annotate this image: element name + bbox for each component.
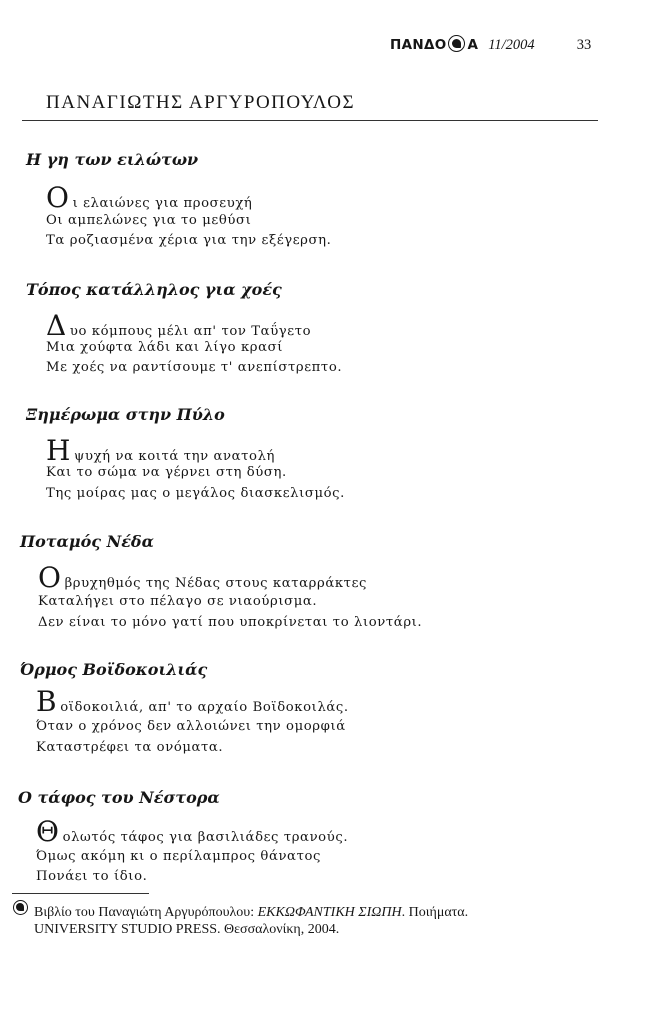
drop-cap: Β: [36, 685, 58, 718]
poem-line-text: οϊδοκοιλιά, απ' το αρχαίο Βοϊδοκοιλάς.: [60, 700, 349, 715]
drop-cap: Δ: [46, 309, 67, 342]
poem-title: Τόπος κατάλληλος για χοές: [26, 280, 282, 299]
pandora-logo-icon: [13, 900, 28, 915]
poem-title: Ποταμός Νέδα: [20, 532, 154, 551]
magazine-name: [390, 36, 478, 53]
poem-line: [36, 815, 349, 848]
drop-cap: Ο: [46, 181, 70, 214]
footnote-rule: [12, 893, 149, 894]
poem-line: Καταστρέφει τα ονόματα.: [36, 740, 224, 755]
poem-line: [46, 309, 312, 342]
poem-line: Όταν ο χρόνος δεν αλλοιώνει την ομορφιά: [36, 719, 346, 734]
footnote-book-title: ΕΚΚΩΦΑΝΤΙΚΗ ΣΙΩΠΗ: [257, 905, 402, 920]
poem-line: Μια χούφτα λάδι και λίγο κρασί: [46, 340, 284, 355]
poem-line-text: υο κόμπους μέλι απ' τον Ταΰγετο: [69, 324, 312, 339]
issue-number: 11/2004: [488, 36, 535, 53]
heading-rule: [22, 120, 598, 121]
magazine-name-part1: ΠΑΝΔΟ: [390, 36, 447, 53]
footnote-line: UNIVERSITY STUDIO PRESS. Θεσσαλονίκη, 2004.: [34, 922, 340, 937]
magazine-name-part2: Α: [467, 36, 479, 53]
poem-line: Τα ροζιασμένα χέρια για την εξέγερση.: [46, 233, 332, 248]
poem-line: [46, 181, 253, 214]
poem-line: Και το σώμα να γέρνει στη δύση.: [46, 465, 287, 480]
poem-line-text: ολωτός τάφος για βασιλιάδες τρανούς.: [62, 830, 349, 845]
running-header: [390, 36, 591, 54]
poem-title: Όρμος Βοϊδοκοιλιάς: [20, 660, 208, 679]
poem-line: Της μοίρας μας ο μεγάλος διασκελισμός.: [46, 486, 345, 501]
poem-title: Ξημέρωμα στην Πύλο: [26, 405, 225, 424]
poem-title: Η γη των ειλώτων: [26, 150, 199, 169]
poem-line: Όμως ακόμη κι ο περίλαμπρος θάνατος: [36, 849, 321, 864]
poem-line-text: ι ελαιώνες για προσευχή: [72, 196, 253, 211]
poem-line: [38, 561, 367, 594]
poem-line: Οι αμπελώνες για το μεθύσι: [46, 213, 252, 228]
poem-line: [36, 685, 349, 718]
page-number: 33: [576, 36, 592, 53]
poem-line: Δεν είναι το μόνο γατί που υποκρίνεται το λιοντάρι.: [38, 615, 423, 630]
footnote-line: [34, 905, 468, 921]
drop-cap: Η: [46, 434, 72, 467]
poem-line: Καταλήγει στο πέλαγο σε νιαούρισμα.: [38, 594, 318, 609]
poem-line: [46, 434, 276, 467]
drop-cap: Ο: [38, 561, 62, 594]
poem-line: Πονάει το ίδιο.: [36, 869, 148, 884]
poem-line-text: ψυχή να κοιτά την ανατολή: [74, 449, 276, 464]
poem-line-text: βρυχηθμός της Νέδας στους καταρράκτες: [64, 576, 367, 591]
footnote-text: . Ποιήματα.: [401, 905, 469, 920]
pandora-logo-icon: [448, 35, 465, 52]
poem-line: Με χοές να ραντίσουμε τ' ανεπίστρεπτο.: [46, 360, 343, 375]
footnote-text: Βιβλίο του Παναγιώτη Αργυρόπουλου:: [34, 905, 258, 920]
drop-cap: Θ: [36, 815, 60, 848]
author-heading: ΠΑΝΑΓΙΩΤΗΣ ΑΡΓΥΡΟΠΟΥΛΟΣ: [46, 92, 356, 113]
poem-title: Ο τάφος του Νέστορα: [18, 788, 220, 807]
